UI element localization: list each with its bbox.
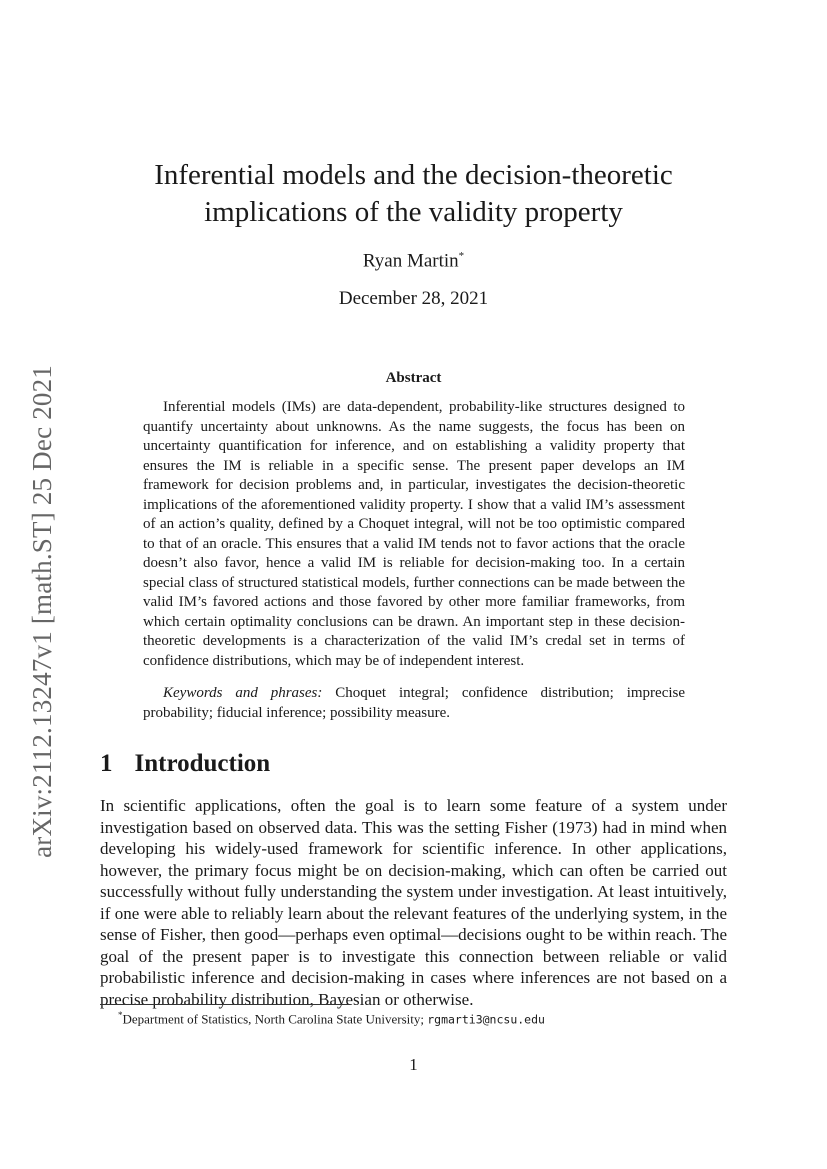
keywords-paragraph (143, 684, 685, 723)
abstract-body: Inferential models (IMs) are data-dependent, probability-like structures designed to quantify uncertainty about unknowns. As the name suggests, the focus has been on uncertainty quantification for inference, and on establishing a validity property that ensures the IM is reliable in a specific sense. The present paper develops an IM framework for decision problems and, in particular, investigates the decision-theoretic implications of the aforementioned validity property. I show that a valid IM’s assessment of an action’s quality, defined by a Choquet integral, will not be too optimistic compared to that of an oracle. This ensures that a valid IM tends not to favor actions that the oracle doesn’t also favor, hence a valid IM is reliable for decision-making too. In a certain special class of structured statistical models, further connections can be made between the valid IM’s favored actions and those favored by other more familiar frameworks, from which certain optimality conclusions can be drawn. An important step in these decision-theoretic developments is a characterization of the valid IM’s credal set in terms of confidence distributions, which may be of independent interest. (143, 399, 685, 669)
keywords-list: Choquet integral; confidence distribution; imprecise probability; fiducial inference; possibility measure. (143, 685, 686, 721)
title-line-1: Inferential models and the decision-theoretic (154, 159, 673, 191)
arxiv-identifier: arXiv:2112.13247v1 [math.ST] 25 Dec 2021 (26, 364, 57, 858)
title-line-2: implications of the validity property (204, 196, 623, 228)
footnote (100, 1010, 727, 1027)
author-name: Ryan Martin (362, 250, 459, 272)
page-number: 1 (409, 1055, 418, 1074)
arxiv-identifier-sidebar (20, 348, 64, 874)
introduction-paragraph: In scientific applications, often the goal is to learn some feature of a system under investigation based on observed data. This was the setting Fisher (1973) had in mind when developing his widely-used framework for scientific inference. In other applications, however, the primary focus might be on decision-making, which can often be carried out successfully without fully understanding the system under investigation. At least intuitively, if one were able to reliably learn about the relevant features of the underlying system, in the sense of Fisher, then good—perhaps even optimal—decisions ought to be within reach. The goal of the present paper is to investigate this connection between reliable or valid probabilistic inference and decision-making in cases where inferences are not based on a precise probability distribution, Bayesian or otherwise. (100, 796, 727, 1009)
footnote-mark: * (118, 1010, 123, 1020)
keywords-label: Keywords and phrases: (163, 685, 323, 701)
author-footnote-mark[interactable]: * (458, 250, 465, 262)
author-email-link[interactable]: rgmarti3@ncsu.edu (427, 1012, 545, 1027)
footnote-divider (100, 1004, 350, 1005)
section-title: Introduction (134, 750, 271, 777)
section-number: 1 (100, 750, 113, 777)
abstract-heading: Abstract (385, 370, 442, 386)
footnote-text: Department of Statistics, North Carolina State University; (122, 1011, 428, 1027)
section-heading-introduction (100, 750, 270, 778)
publication-date: December 28, 2021 (338, 288, 489, 309)
paper-title (100, 157, 727, 231)
author-line (100, 250, 727, 272)
